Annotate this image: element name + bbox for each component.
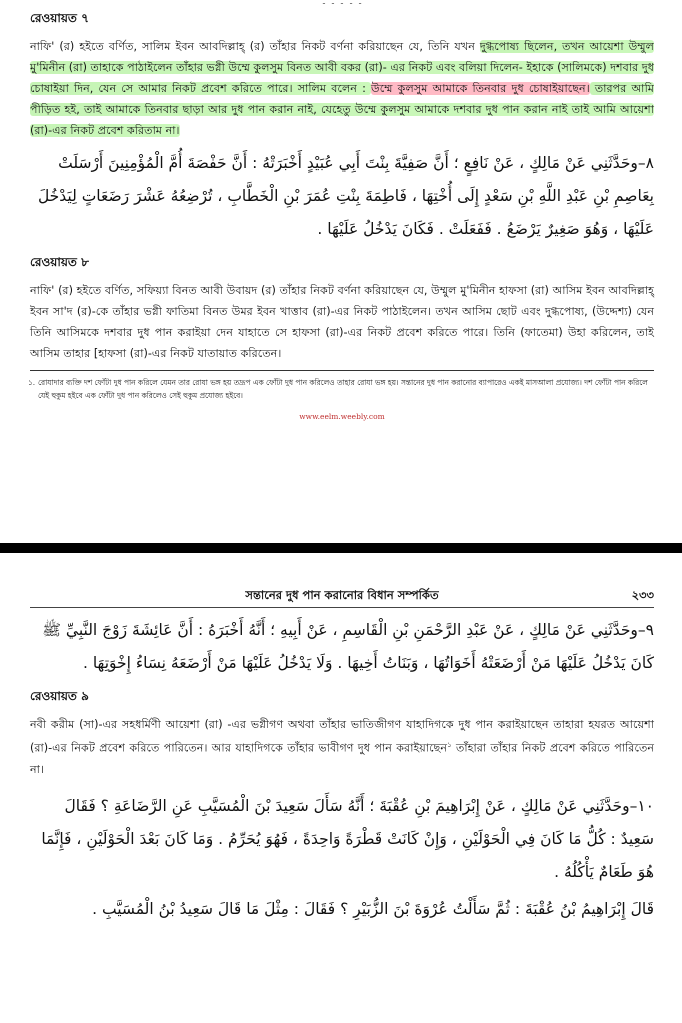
running-header [30, 583, 654, 607]
narration-9 [30, 714, 654, 780]
green-highlight-1: দুগ্ধপোষ্য ছিলেন, তখন আয়েশা উম্মুল মু'মিনীন (রা) তাহাকে পাঠাইলেন তাঁহার ভগ্নী উম্মে কুলসুম বিনত আবী বকর (রা)- এর নিকট এবং বলিয়া দিলেন- ইহাকে (সালিমকে) দশবার দুধ চোষাইয়া দিন, যেন সে আমার নিকট প্রবেশ করিতে পারে। সালিম বলেন : [30, 40, 654, 95]
red-highlight: উম্মে কুলসুম আমাকে তিনবার দুধ চোষাইয়াছেন। [371, 82, 590, 95]
header-rule [30, 607, 654, 608]
hadith-10-arabic: ١٠–وحَدَّثَنِي عَنْ مَالِكٍ ، عَنْ إِبْرَاهِيمَ بْنِ عُقْبَةَ ؛ أَنَّهُ سَأَلَ سَعِيدَ بْنَ الْمُسَيَّبِ عَنِ الرَّضَاعَةِ ؟ فَقَالَ سَعِيدٌ : كُلُّ مَا كَانَ فِي الْحَوْلَيْنِ ، وَإِنْ كَانَتْ قَطْرَةً وَاحِدَةً ، فَهُوَ يُحَرِّمُ . وَمَا كَانَ بَعْدَ الْحَوْلَيْنِ ، فَإِنَّمَا هُوَ طَعَامٌ يَأْكُلُهُ . [41, 796, 654, 881]
top-page-content [30, 0, 654, 421]
hadith-9-arabic: ٩–وحَدَّثَنِي عَنْ مَالِكٍ ، عَنْ عَبْدِ الرَّحْمَنِ بْنِ الْقَاسِمِ ، عَنْ أَبِيهِ ؛ أَنَّهُ أَخْبَرَهُ : أَنَّ عَائِشَةَ زَوْجَ النَّبِيِّ ﷺ كَانَ يَدْخُلُ عَلَيْهَا مَنْ أَرْضَعَتْهُ أَخَوَاتُهَا ، وَبَنَاتُ أَخِيهَا . وَلَا يَدْخُلُ عَلَيْهَا مَنْ أَرْضَعَهُ نِسَاءُ إِخْوَتِهَا . [42, 621, 654, 672]
narration-8: নাফি' (র) হইতে বর্ণিত, সফিয়্যা বিনত আবী উবায়দ (র) তাঁহার নিকট বর্ণনা করিয়াছেন যে, উম্মুল মু'মিনীন হাফসা (রা) আসিম ইবন আবদিল্লাহ্ ইবন সা'দ (র)-কে তাঁহার ভগ্নী ফাতিমা বিনত উমর ইবন খাত্তাব (রা)-এর নিকট পাঠাইলেন। তখন আসিম ছোট এবং দুগ্ধপোষ্য, (উদ্দেশ্য) যেন তিনি আসিমকে দশবার দুধ পান করাইয়া দেন যাহাতে সে হাফসা (রা)-এর নিকট প্রবেশ করিতে পারে। তিনি (ফাতেমা) উহা করিলেন, তাই আসিম তাহার [হাফসা (রা)-এর নিকট যাতায়াত করিতেন। [30, 284, 654, 360]
section-label-9: রেওয়ায়ত ৯ [30, 689, 89, 703]
hadith-8-arabic: ٨–وحَدَّثَنِي عَنْ مَالِكٍ ، عَنْ نَافِعٍ ؛ أَنَّ صَفِيَّةَ بِنْتَ أَبِي عُبَيْدٍ أَخْبَرَتْهُ : أَنَّ حَفْصَةَ أُمَّ الْمُؤْمِنِينَ أَرْسَلَتْ بِعَاصِمِ بْنِ عَبْدِ اللَّهِ بْنِ سَعْدٍ إِلَى أُخْتِهَا ، فَاطِمَةَ بِنْتِ عُمَرَ بْنِ الْخَطَّابِ ، تُرْضِعُهُ عَشْرَ رَضَعَاتٍ لِيَدْخُلَ عَلَيْهَا ، وَهُوَ صَغِيرٌ يَرْضَعُ . فَفَعَلَتْ . فَكَانَ يَدْخُلُ عَلَيْهَا . [37, 154, 654, 238]
narration-9-part-1: নবী করীম (সা)-এর সহধর্মিণী আয়েশা (রা) -এর ভগ্নীগণ অথবা তাঁহার ভাতিজীগণ যাহাদিগকে দুধ পান করাইয়াছেন তাহারা হযরত আয়েশা (রা)-এর নিকট প্রবেশ করিতে পারিতেন। আর যাহাদিগকে তাঁহার ভাবীগণ দুধ পান করাইয়াছেন [30, 718, 654, 755]
bottom-page [0, 553, 682, 1023]
footnote-divider [30, 370, 654, 371]
page-number: ২৩৩ [631, 588, 654, 602]
section-label-7: রেওয়ায়ত ৭ [30, 11, 89, 25]
page-separator-bar [0, 543, 682, 553]
footnote-number: ১. [28, 378, 36, 387]
bottom-page-content [30, 583, 654, 926]
narration-7-intro: নাফি' (র) হইতে বর্ণিত, সালিম ইবন আবদিল্লাহ্ (র) তাঁহার নিকট বর্ণনা করিয়াছেন যে, তিনি যখন [30, 40, 480, 53]
footnote-text: রোযাদার ব্যক্তি দশ ফোঁটা দুধ পান করিলে যেমন তার রোযা ভঙ্গ হয় তদ্রূপ এক ফোঁটা দুধ পান করিলেও তাহার রোযা ভঙ্গ হয়। সন্তানের দুধ পান করানোর ব্যাপারেও একই মাসআলা প্রযোজ্য। দশ ফোঁটা পান করিলে যেই হুকুম হইবে এক ফোঁটা দুধ পান করিলেও সেই হুকুম প্রযোজ্য হইবে। [38, 378, 648, 400]
hadith-10-continuation: قَالَ إِبْرَاهِيمُ بْنُ عُقْبَةَ : ثُمَّ سَأَلْتُ عُرْوَةَ بْنَ الزُّبَيْرِ ؟ فَقَالَ : مِثْلَ مَا قَالَ سَعِيدُ بْنُ الْمُسَيَّبِ . [92, 899, 654, 918]
cut-top-line: ۔ ۔ ۔ ۔ ۔ [320, 0, 363, 6]
section-label-8: রেওয়ায়ত ৮ [30, 255, 89, 269]
footnote-1 [30, 376, 654, 402]
website-watermark: www.eelm.weebly.com [299, 412, 385, 421]
chapter-title: সন্তানের দুধ পান করানোর বিধান সম্পর্কিত [245, 588, 439, 602]
narration-9-part-2: তাঁহারা তাঁহার নিকট প্রবেশ করিতে পারিতেন না। [30, 741, 655, 776]
narration-7 [30, 36, 654, 141]
green-highlight-2: তারপর আমি পীড়িত হই, তাই আমাকে তিনবার ছাড়া আর দুধ পান করান নাই, যেহেতু উম্মে কুলসুম আমাকে দশবার দুধ পান করান নাই তাই আমি আয়েশা (রা)-এর নিকট প্রবেশ করিতাম না। [30, 82, 654, 137]
footnote-ref: ১ [447, 741, 452, 749]
